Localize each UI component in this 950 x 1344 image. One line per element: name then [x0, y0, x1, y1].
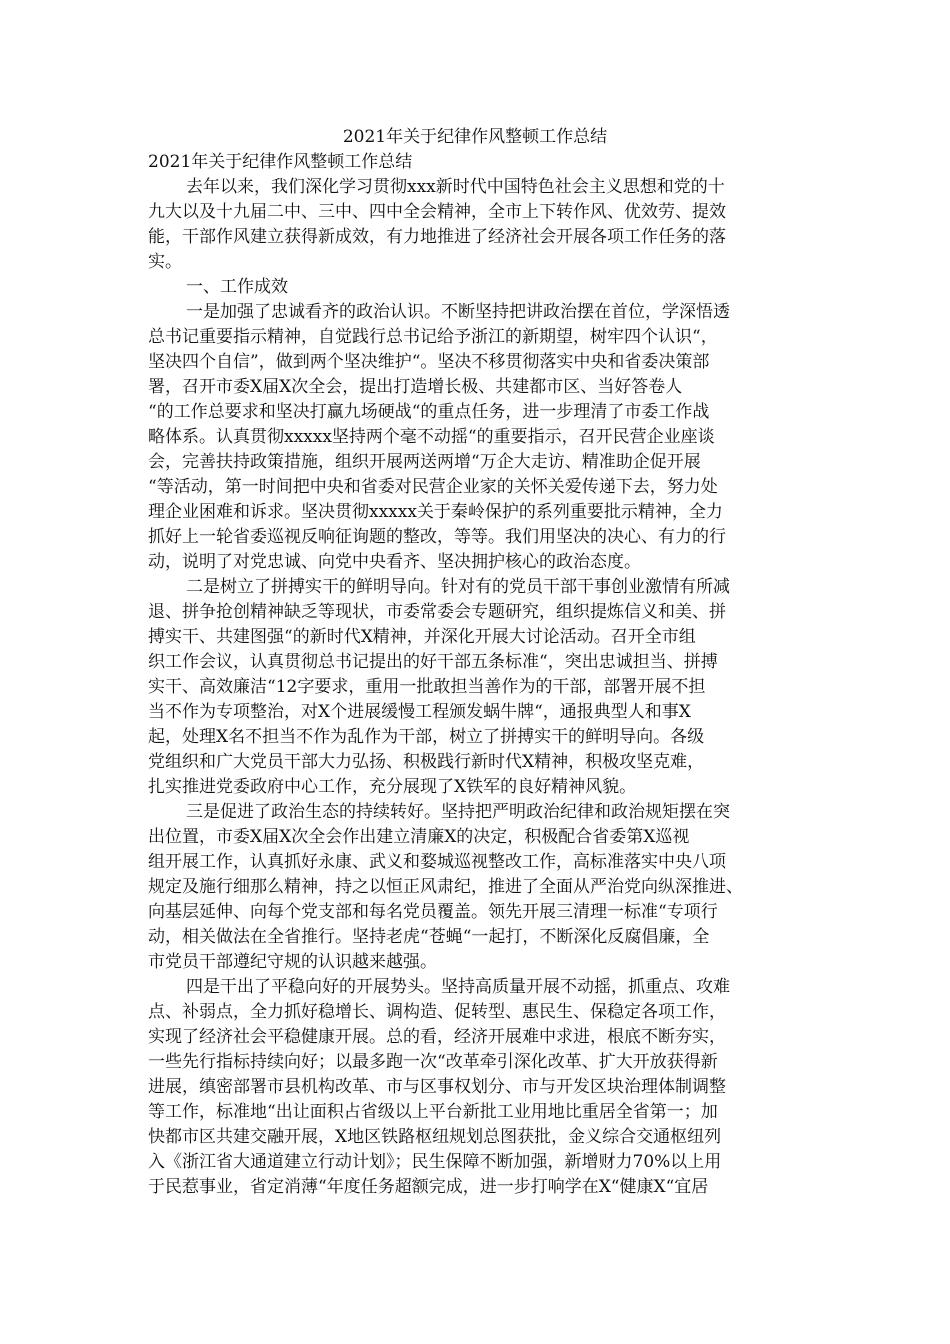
text-line: 一些先行指标持续向好；以最多跑一次“改革牵引深化改革、扩大开放获得新	[148, 1052, 718, 1072]
text-line: 党组织和广大党员干部大力弘扬、积极践行新时代X精神，积极攻坚克难，	[148, 752, 705, 772]
text-line: 总书记重要指示精神，自觉践行总书记给予浙江的新期望，树牢四个认识“，	[148, 327, 718, 347]
text-line: “等活动，第一时间把中央和省委对民营企业家的关怀关爱传递下去，努力处	[148, 477, 718, 497]
text-line: 扎实推进党委政府中心工作，充分展现了X铁军的良好精神风貌。	[148, 777, 637, 797]
document-title: 2021年关于纪律作风整顿工作总结	[342, 127, 608, 147]
text-line: 市党员干部遵纪守规的认识越来越强。	[148, 952, 437, 972]
text-line: 当不作为专项整治，对X个进展缓慢工程颁发蜗牛牌“，通报典型人和事X	[148, 702, 691, 722]
text-line: 三是促进了政治生态的持续转好。坚持把严明政治纪律和政治规矩摆在突	[186, 802, 730, 822]
text-line: 搏实干、共建图强“的新时代X精神，并深化开展大讨论活动。召开全市组	[148, 627, 696, 647]
text-line: 四是干出了平稳向好的开展势头。坚持高质量开展不动摇，抓重点、攻难	[186, 977, 730, 997]
text-line: 进展，缜密部署市县机构改革、市与区事权划分、市与开发区块治理体制调整	[148, 1077, 726, 1097]
text-line: 会，完善扶持政策措施，组织开展两送两增“万企大走访、精准助企促开展	[148, 452, 701, 472]
text-line: 织工作会议，认真贯彻总书记提出的好干部五条标准“，突出忠诚担当、拼搏	[148, 652, 718, 672]
text-line: 略体系。认真贯彻xxxxx坚持两个毫不动摇“的重要指示，召开民营企业座谈	[148, 427, 715, 447]
text-line: 动，相关做法在全省推行。坚持老虎“苍蝇“一起打，不断深化反腐倡廉，全	[148, 927, 710, 947]
text-line: 出位置，市委X届X次全会作出建立清廉X的决定，积极配合省委第X巡视	[148, 827, 690, 847]
text-line: 坚决四个自信”，做到两个坚决维护“。坚决不移贯彻落实中央和省委决策部	[148, 352, 710, 372]
text-line: 去年以来，我们深化学习贯彻xxx新时代中国特色社会主义思想和党的十	[186, 177, 725, 197]
text-line: “的工作总要求和坚决打赢九场硬战“的重点任务，进一步理清了市委工作战	[148, 402, 710, 422]
text-line: 二是树立了拼搏实干的鲜明导向。针对有的党员干部干事创业激情有所减	[186, 577, 730, 597]
text-line: 实。	[148, 252, 182, 272]
text-line: 实干、高效廉洁“12字要求，重用一批敢担当善作为的干部，部署开展不担	[148, 677, 706, 697]
document-subtitle: 2021年关于纪律作风整顿工作总结	[148, 152, 413, 172]
text-line: 快都市区共建交融开展，X地区铁路枢纽规划总图获批，金义综合交通枢纽列	[148, 1127, 722, 1147]
text-line: 等工作，标准地“出让面积占省级以上平台新批工业用地比重居全省第一；加	[148, 1102, 718, 1122]
text-line: 点、补弱点，全力抓好稳增长、调构造、促转型、惠民生、保稳定各项工作，	[148, 1002, 726, 1022]
text-line: 实现了经济社会平稳健康开展。总的看，经济开展难中求进，根底不断夯实，	[148, 1027, 726, 1047]
text-line: 向基层延伸、向每个党支部和每名党员覆盖。领先开展三清理一标准“专项行	[148, 902, 718, 922]
text-line: 署，召开市委X届X次全会，提出打造增长极、共建都市区、当好答卷人	[148, 377, 683, 397]
text-line: 理企业困难和诉求。坚决贯彻xxxxx关于秦岭保护的系列重要批示精神，全力	[148, 502, 723, 522]
text-line: 于民惹事业，省定消薄“年度任务超额完成，进一步打响学在X“健康X“宜居	[148, 1177, 709, 1197]
text-line: 组开展工作，认真抓好永康、武义和婺城巡视整改工作，高标准落实中央八项	[148, 852, 726, 872]
text-line: 规定及施行细那么精神，持之以恒正风肃纪，推进了全面从严治党向纵深推进、	[148, 877, 743, 897]
text-line: 一是加强了忠诚看齐的政治认识。不断坚持把讲政治摆在首位，学深悟透	[186, 302, 730, 322]
text-line: 动，说明了对党忠诚、向党中央看齐、坚决拥护核心的政治态度。	[148, 552, 641, 572]
text-line: 起，处理X名不担当不作为乱作为干部，树立了拼搏实干的鲜明导向。各级	[148, 727, 705, 747]
text-line: 能，干部作风建立获得新成效，有力地推进了经济社会开展各项工作任务的落	[148, 227, 726, 247]
text-line: 入《浙江省大通道建立行动计划》；民生保障不断加强，新增财力70%以上用	[148, 1152, 722, 1172]
section-heading: 一、工作成效	[186, 277, 288, 297]
text-line: 抓好上一轮省委巡视反响征询题的整改，等等。我们用坚决的决心、有力的行	[148, 527, 726, 547]
text-line: 九大以及十九届二中、三中、四中全会精神，全市上下转作风、优效劳、提效	[148, 202, 726, 222]
text-line: 退、拼争抢创精神缺乏等现状，市委常委会专题研究，组织提炼信义和美、拼	[148, 602, 726, 622]
